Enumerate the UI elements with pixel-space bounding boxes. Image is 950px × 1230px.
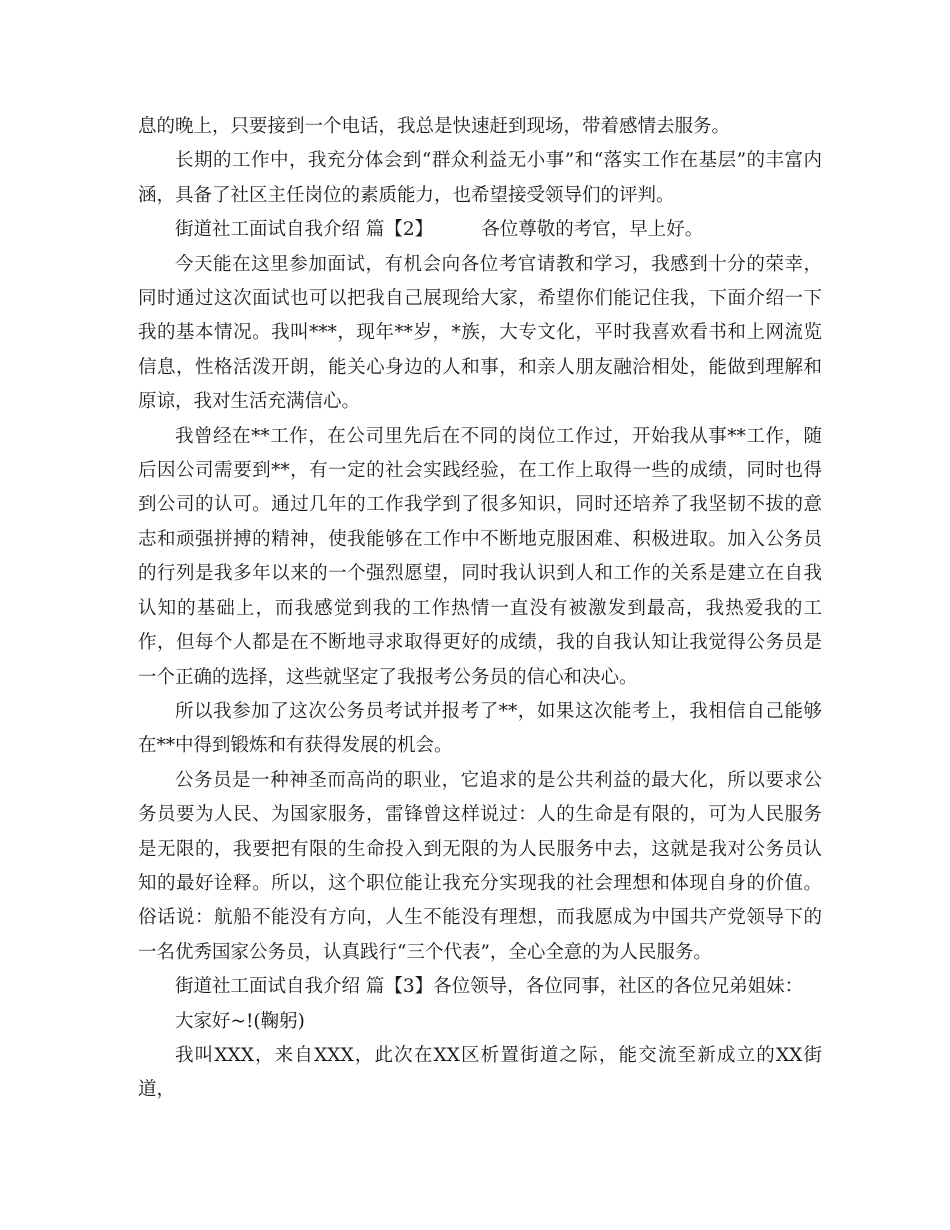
paragraph-self-intro: 我叫XXX，来自XXX，此次在XX区析置街道之际，能交流至新成立的XX街道， [138, 1044, 822, 1101]
paragraph-exam: 所以我参加了这次公务员考试并报考了**，如果这次能考上，我相信自己能够在**中得到锻炼和有获得发展的机会。 [138, 700, 822, 757]
paragraph-work-experience: 长期的工作中，我充分体会到“群众利益无小事”和“落实工作在基层”的丰富内涵，具备了社区主任岗位的素质能力，也希望接受领导们的评判。 [138, 150, 822, 206]
section-greeting-2: 各位尊敬的考官，早上好。 [481, 219, 704, 241]
paragraph-career: 我曾经在**工作，在公司里先后在不同的岗位工作过，开始我从事**工作，随后因公司需要到**，有一定的社会实践经验，在工作上取得一些的成绩，同时也得到公司的认可。通过几年的工作我学到了很多知识，同时还培养了我坚韧不拔的意志和顽强拼搏的精神，使我能够在工作中不断地克服困难、积极进取。加入公务员的行列是我多年以来的一个强烈愿望，同时我认识到人和工作的关系是建立在自我认知的基础上，而我感觉到我的工作热情一直没有被激发到最高，我热爱我的工作，但每个人都是在不断地寻求取得更好的成绩，我的自我认知让我觉得公务员是一个正确的选择，这些就坚定了我报考公务员的信心和决心。 [138, 425, 822, 688]
section-title-2: 街道社工面试自我介绍 篇【2】 [175, 219, 434, 241]
document-page [138, 110, 822, 1108]
paragraph-continuation: 息的晚上，只要接到一个电话，我总是快速赶到现场，带着感情去服务。 [138, 116, 731, 137]
paragraph-introduction: 今天能在这里参加面试，有机会向各位考官请教和学习，我感到十分的荣幸，同时通过这次面试也可以把我自己展现给大家，希望你们能记住我，下面介绍一下我的基本情况。我叫***，现年**岁，*族，大专文化，平时我喜欢看书和上网流览信息，性格活泼开朗，能关心身边的人和事，和亲人朋友融洽相处，能做到理解和原谅，我对生活充满信心。 [138, 253, 822, 413]
paragraph-civil-servant: 公务员是一种神圣而高尚的职业，它追求的是公共利益的最大化，所以要求公务员要为人民、为国家服务，雷锋曾这样说过：人的生命是有限的，可为人民服务是无限的，我要把有限的生命投入到无限的为人民服务中去，这就是我对公务员认知的最好诠释。所以，这个职位能让我充分实现我的社会理想和体现自身的价值。俗话说：航船不能没有方向，人生不能没有理想，而我愿成为中国共产党领导下的一名优秀国家公务员，认真践行“三个代表”，全心全意的为人民服务。 [138, 769, 822, 963]
section-heading-2 [138, 213, 822, 247]
section-heading-3: 街道社工面试自我介绍 篇【3】各位领导，各位同事，社区的各位兄弟姐妹： [175, 976, 804, 998]
paragraph-greeting: 大家好~!(鞠躬) [175, 1010, 305, 1032]
